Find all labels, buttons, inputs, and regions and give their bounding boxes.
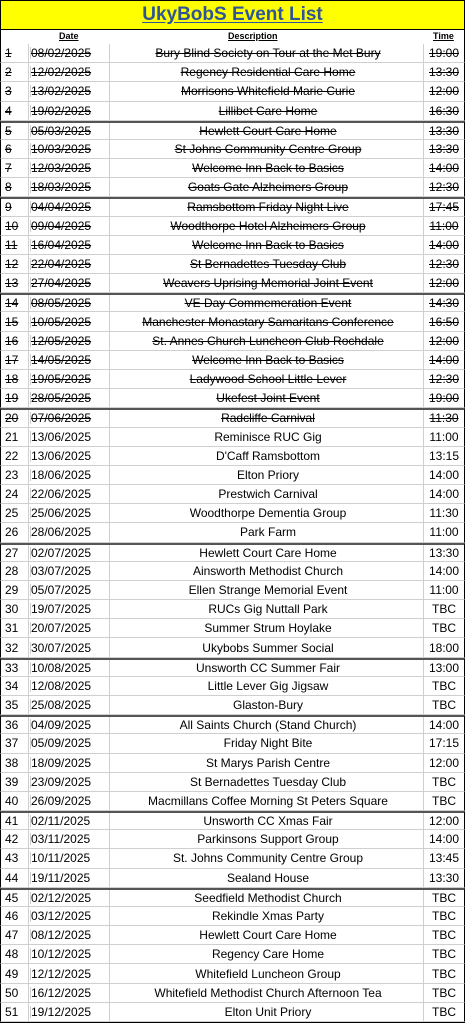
event-date: 19/02/2025: [30, 105, 109, 117]
event-number: 41: [5, 814, 19, 829]
event-description: Weavers Uprising Memorial Joint Event: [163, 276, 373, 291]
event-row: [0, 255, 465, 274]
event-row: [0, 773, 465, 792]
event-time: TBC: [432, 1004, 456, 1019]
event-description: Prestwich Carnival: [218, 487, 318, 502]
event-description: Welcome Inn Back to Basics: [192, 161, 344, 176]
event-time: 14:00: [428, 467, 460, 482]
event-description: Seedfield Methodist Church: [194, 890, 342, 905]
event-row: [0, 638, 465, 657]
event-row: [0, 236, 465, 255]
event-description: Ellen Strange Memorial Event: [188, 583, 348, 598]
event-description: St. Annes Church Luncheon Club Rochdale: [152, 333, 384, 348]
event-description: Unsworth CC Xmas Fair: [203, 814, 333, 829]
event-description: Reminisce RUC Gig: [214, 429, 322, 444]
event-description: Rekindle Xmas Party: [211, 909, 325, 924]
event-number: 22: [5, 448, 19, 463]
event-row: [0, 82, 465, 101]
event-number: 31: [5, 621, 19, 636]
event-date: 02/12/2025: [30, 892, 109, 904]
event-date: 19/05/2025: [30, 373, 109, 385]
event-number: 4: [5, 103, 12, 118]
event-time: TBC: [432, 621, 456, 636]
event-number: 9: [5, 200, 12, 215]
event-date: 22/04/2025: [30, 258, 109, 270]
event-row: [0, 734, 465, 753]
event-description: St. Johns Community Centre Group: [172, 851, 364, 866]
event-row: [0, 600, 465, 619]
event-row: [0, 715, 465, 734]
event-date: 27/04/2025: [30, 277, 109, 289]
event-row: [0, 293, 465, 312]
event-description: All Saints Church (Stand Church): [179, 718, 357, 733]
event-description: St Marys Parish Centre: [205, 755, 331, 770]
event-description: Hewlett Court Care Home: [199, 123, 337, 138]
event-date: 10/12/2025: [30, 948, 109, 960]
event-time: TBC: [432, 890, 456, 905]
event-number: 40: [5, 793, 19, 808]
event-number: 24: [5, 487, 19, 502]
event-date: 13/06/2025: [30, 450, 109, 462]
event-time: 14:00: [428, 161, 460, 176]
event-date: 10/05/2025: [30, 316, 109, 328]
event-date: 04/04/2025: [30, 201, 109, 213]
event-date: 12/05/2025: [30, 335, 109, 347]
event-time: 13:00: [428, 660, 460, 675]
event-row: [0, 869, 465, 888]
event-date: 23/09/2025: [30, 776, 109, 788]
event-description: Elton Priory: [236, 467, 300, 482]
event-time: 16:30: [428, 103, 460, 118]
event-row: [0, 964, 465, 983]
event-time: TBC: [432, 602, 456, 617]
event-number: 6: [5, 141, 12, 156]
event-time: TBC: [432, 966, 456, 981]
event-date: 19/07/2025: [30, 603, 109, 615]
event-description: St Bernadettes Tuesday Club: [189, 257, 347, 272]
event-date: 10/08/2025: [30, 662, 109, 674]
event-date: 09/04/2025: [30, 220, 109, 232]
event-time: TBC: [432, 698, 456, 713]
event-time: TBC: [432, 947, 456, 962]
header-date: Date: [59, 31, 79, 41]
event-number: 28: [5, 563, 19, 578]
event-description: Macmillans Coffee Morning St Peters Square: [148, 793, 388, 808]
event-date: 04/09/2025: [30, 719, 109, 731]
event-time: 11:00: [429, 525, 459, 540]
event-row: [0, 926, 465, 945]
event-date: 12/03/2025: [30, 162, 109, 174]
event-number: 25: [5, 506, 19, 521]
event-number: 2: [5, 65, 12, 80]
event-number: 27: [5, 545, 19, 560]
event-description: Woodthorpe Hotel Alzheimers Group: [170, 218, 366, 233]
event-time: TBC: [432, 909, 456, 924]
event-number: 20: [5, 411, 19, 426]
event-number: 50: [5, 985, 19, 1000]
event-number: 17: [5, 352, 19, 367]
event-date: 13/02/2025: [30, 85, 109, 97]
event-number: 51: [5, 1004, 19, 1019]
event-date: 28/06/2025: [30, 526, 109, 538]
event-number: 46: [5, 909, 19, 924]
event-date: 05/03/2025: [30, 125, 109, 137]
event-row: [0, 754, 465, 773]
event-number: 44: [5, 870, 19, 885]
event-date: 10/11/2025: [30, 852, 109, 864]
event-date: 25/06/2025: [30, 507, 109, 519]
event-row: [0, 581, 465, 600]
event-description: Bury Blind Society on Tour at the Met Bury: [155, 46, 381, 61]
event-date: 19/11/2025: [30, 872, 109, 884]
event-date: 08/12/2025: [30, 929, 109, 941]
event-number: 1: [5, 46, 12, 61]
event-time: 16:50: [428, 314, 460, 329]
event-description: St Johns Community Centre Group: [174, 141, 362, 156]
event-time: 11:00: [429, 429, 459, 444]
event-time: 13:45: [428, 851, 460, 866]
event-row: [0, 830, 465, 849]
event-row: [0, 504, 465, 523]
event-time: 11:00: [429, 583, 459, 598]
event-time: 18:00: [428, 640, 460, 655]
event-row: [0, 351, 465, 370]
event-time: 12:00: [428, 276, 460, 291]
event-time: 19:00: [428, 46, 460, 61]
event-description: Lillibet Care Home: [218, 103, 318, 118]
event-number: 30: [5, 602, 19, 617]
event-row: [0, 907, 465, 926]
event-date: 02/11/2025: [30, 815, 109, 827]
event-number: 3: [5, 84, 12, 99]
event-description: RUCs Gig Nuttall Park: [208, 602, 328, 617]
event-row: [0, 197, 465, 216]
event-date: 25/08/2025: [30, 699, 109, 711]
event-date: 05/07/2025: [30, 584, 109, 596]
event-date: 18/03/2025: [30, 181, 109, 193]
event-row: [0, 677, 465, 696]
event-row: [0, 140, 465, 159]
event-description: Sealand House: [226, 870, 310, 885]
event-description: D'Caff Ramsbottom: [215, 448, 321, 463]
event-date: 30/07/2025: [30, 642, 109, 654]
event-date: 18/09/2025: [30, 757, 109, 769]
event-date: 28/05/2025: [30, 392, 109, 404]
event-description: Whitefield Luncheon Group: [195, 966, 341, 981]
event-row: [0, 332, 465, 351]
event-number: 35: [5, 698, 19, 713]
event-description: Ainsworth Methodist Church: [192, 563, 344, 578]
event-row: [0, 849, 465, 868]
event-date: 12/02/2025: [30, 66, 109, 78]
page-title: UkyBobS Event List: [142, 4, 323, 25]
event-number: 42: [5, 832, 19, 847]
event-time: 14:00: [428, 487, 460, 502]
event-time: 11:00: [429, 218, 459, 233]
event-date: 02/07/2025: [30, 547, 109, 559]
event-row: [0, 274, 465, 293]
event-date: 08/02/2025: [30, 47, 109, 59]
event-number: 18: [5, 372, 19, 387]
event-time: 13:30: [428, 123, 460, 138]
event-date: 03/12/2025: [30, 910, 109, 922]
header-description: Description: [228, 31, 278, 41]
event-description: Goats Gate Alzheimers Group: [187, 180, 349, 195]
event-row: [0, 121, 465, 140]
event-time: TBC: [432, 678, 456, 693]
event-date: 03/11/2025: [30, 833, 109, 845]
event-row: [0, 945, 465, 964]
event-number: 7: [5, 161, 12, 176]
event-number: 48: [5, 947, 19, 962]
event-description: Parkinsons Support Group: [197, 832, 339, 847]
event-row: [0, 408, 465, 427]
event-description: Regency Residential Care Home: [180, 65, 356, 80]
event-number: 19: [5, 391, 19, 406]
event-description: Ramsbottom Friday Night Live: [187, 200, 349, 215]
event-description: Unsworth CC Summer Fair: [195, 660, 341, 675]
event-time: 12:30: [428, 180, 460, 195]
event-date: 18/06/2025: [30, 469, 109, 481]
event-date: 12/08/2025: [30, 680, 109, 692]
event-row: [0, 888, 465, 907]
event-row: [0, 102, 465, 121]
event-description: Morrisons Whitefield Marie Curie: [180, 84, 356, 99]
event-description: Manchester Monastary Samaritans Conference: [142, 314, 394, 329]
event-number: 8: [5, 180, 12, 195]
event-row: [0, 523, 465, 542]
event-number: 39: [5, 774, 19, 789]
event-description: Ukefest Joint Event: [216, 391, 320, 406]
event-row: [0, 217, 465, 236]
event-time: 12:30: [428, 257, 460, 272]
event-date: 16/12/2025: [30, 987, 109, 999]
event-row: [0, 619, 465, 638]
event-row: [0, 543, 465, 562]
event-time: 14:00: [428, 832, 460, 847]
event-time: 12:00: [428, 333, 460, 348]
event-description: Friday Night Bite: [223, 736, 313, 751]
event-time: 14:00: [428, 237, 460, 252]
event-number: 23: [5, 467, 19, 482]
event-number: 10: [5, 218, 19, 233]
event-row: [0, 562, 465, 581]
event-description: Summer Strum Hoylake: [204, 621, 332, 636]
event-description: Park Farm: [239, 525, 296, 540]
event-date: 08/05/2025: [30, 297, 109, 309]
event-time: 13:30: [428, 141, 460, 156]
event-description: Whitefield Methodist Church Afternoon Tea: [154, 985, 382, 1000]
event-time: 12:00: [428, 755, 460, 770]
event-description: Hewlett Court Care Home: [199, 928, 337, 943]
event-time: TBC: [432, 774, 456, 789]
event-time: 14:00: [428, 718, 460, 733]
event-row: [0, 428, 465, 447]
event-number: 26: [5, 525, 19, 540]
event-description: Hewlett Court Care Home: [199, 545, 337, 560]
event-time: 13:30: [428, 65, 460, 80]
event-time: 11:30: [429, 506, 459, 521]
event-time: TBC: [432, 928, 456, 943]
event-date: 05/09/2025: [30, 737, 109, 749]
event-row: [0, 811, 465, 830]
event-date: 07/06/2025: [30, 412, 109, 424]
event-date: 20/07/2025: [30, 622, 109, 634]
event-number: 32: [5, 640, 19, 655]
event-time: 14:00: [428, 563, 460, 578]
event-date: 19/12/2025: [30, 1006, 109, 1018]
event-number: 29: [5, 583, 19, 598]
event-number: 12: [5, 257, 19, 272]
event-number: 36: [5, 718, 19, 733]
event-number: 47: [5, 928, 19, 943]
event-time: TBC: [432, 793, 456, 808]
event-row: [0, 159, 465, 178]
event-time: TBC: [432, 985, 456, 1000]
event-row: [0, 447, 465, 466]
event-row: [0, 178, 465, 197]
event-time: 13:30: [428, 870, 460, 885]
event-description: Little Lever Gig Jigsaw: [207, 678, 329, 693]
event-description: Woodthorpe Dementia Group: [189, 506, 347, 521]
header-time: Time: [433, 31, 454, 41]
event-number: 38: [5, 755, 19, 770]
event-row: [0, 1003, 465, 1022]
event-time: 12:00: [428, 814, 460, 829]
event-time: 12:30: [428, 372, 460, 387]
event-date: 03/07/2025: [30, 565, 109, 577]
event-date: 16/04/2025: [30, 239, 109, 251]
event-time: 11:30: [429, 411, 459, 426]
event-date: 12/12/2025: [30, 968, 109, 980]
event-number: 34: [5, 678, 19, 693]
event-date: 13/06/2025: [30, 431, 109, 443]
event-date: 26/09/2025: [30, 795, 109, 807]
event-number: 11: [5, 237, 18, 252]
event-number: 15: [5, 314, 19, 329]
event-time: 17:15: [428, 736, 460, 751]
event-number: 16: [5, 333, 19, 348]
event-description: Elton Unit Priory: [224, 1004, 312, 1019]
event-time: 13:30: [428, 545, 460, 560]
event-row: [0, 658, 465, 677]
event-row: [0, 984, 465, 1003]
event-number: 5: [5, 123, 12, 138]
event-date: 14/05/2025: [30, 354, 109, 366]
event-time: 14:00: [428, 352, 460, 367]
event-description: Ladywood School Little Lever: [189, 372, 347, 387]
event-description: Welcome Inn Back to Basics: [192, 352, 344, 367]
event-row: [0, 63, 465, 82]
event-number: 45: [5, 890, 19, 905]
event-row: [0, 792, 465, 811]
event-description: VE Day Commemeration Event: [184, 296, 352, 311]
event-number: 14: [5, 296, 19, 311]
event-row: [0, 466, 465, 485]
event-description: St Bernadettes Tuesday Club: [189, 774, 347, 789]
event-time: 13:15: [428, 448, 460, 463]
event-row: [0, 312, 465, 331]
event-time: 14:30: [428, 296, 460, 311]
event-number: 49: [5, 966, 19, 981]
event-row: [0, 696, 465, 715]
event-description: Radcliffe Carnival: [221, 411, 315, 426]
event-description: Regency Care Home: [211, 947, 325, 962]
table-bottom-border: [0, 1022, 465, 1023]
event-date: 10/03/2025: [30, 143, 109, 155]
event-row: [0, 370, 465, 389]
event-number: 21: [5, 429, 19, 444]
event-description: Glaston-Bury: [232, 698, 304, 713]
event-time: 12:00: [428, 84, 460, 99]
event-row: [0, 485, 465, 504]
event-time: 19:00: [428, 391, 460, 406]
event-description: Ukybobs Summer Social: [202, 640, 334, 655]
event-number: 33: [5, 660, 19, 675]
event-description: Welcome Inn Back to Basics: [192, 237, 344, 252]
event-row: [0, 44, 465, 63]
event-time: 17:45: [428, 200, 460, 215]
event-number: 37: [5, 736, 19, 751]
event-number: 43: [5, 851, 19, 866]
event-date: 22/06/2025: [30, 488, 109, 500]
event-number: 13: [5, 276, 19, 291]
event-row: [0, 389, 465, 408]
